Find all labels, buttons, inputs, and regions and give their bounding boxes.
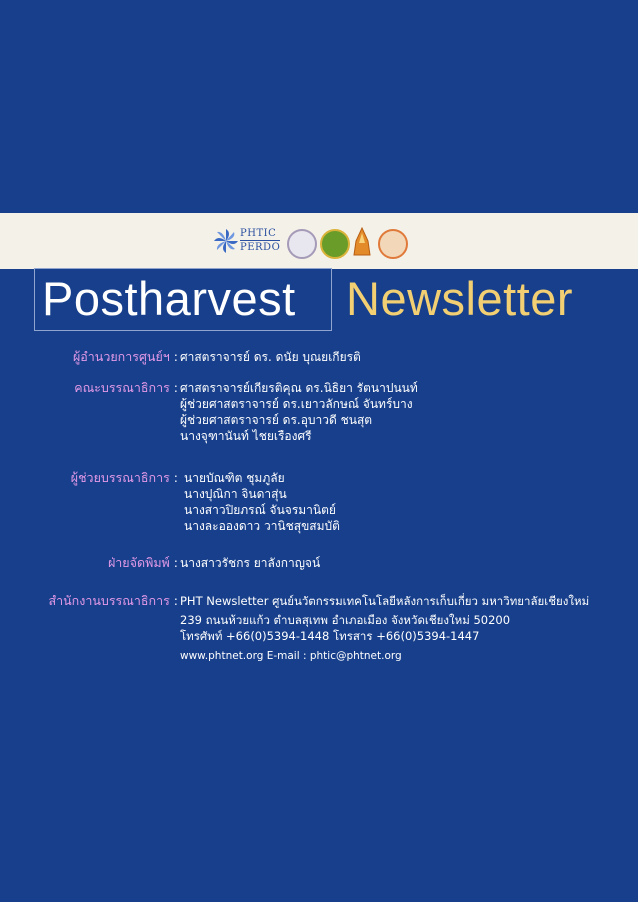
assistant-editor-member: นางละอองดาว วานิชสุขสมบัติ xyxy=(184,519,340,533)
title-postharvest: Postharvest xyxy=(42,272,296,325)
assistant-editor-member: นางปุณิกา จินดาสุ่น xyxy=(184,487,287,501)
office-address: 239 ถนนห้วยแก้ว ตำบลสุเทพ อำเภอเมือง จังหวัดเชียงใหม่ 50200 xyxy=(180,613,511,627)
assistant-editor-member: นางสาวปิยภรณ์ จันจรมานิตย์ xyxy=(184,503,336,517)
office-web-email: www.phtnet.org E-mail : phtic@phtnet.org xyxy=(180,650,402,662)
editorial-office-label-text: สำนักงานบรรณาธิการ xyxy=(48,593,170,608)
director-label-text: ผู้อำนวยการศูนย์ฯ xyxy=(72,349,170,364)
logo-band xyxy=(0,213,638,269)
perdo-logo-text: PERDO xyxy=(240,242,281,253)
editorial-board-label: คณะบรรณาธิการ : xyxy=(74,380,178,395)
agency-seal-icon xyxy=(320,229,350,259)
editorial-board-member: ศาสตราจารย์เกียรติคุณ ดร.นิธิยา รัตนาปนนท์ xyxy=(180,381,418,395)
printing-name: นางสาวรัชกร ยาลังกาญจน์ xyxy=(180,556,321,570)
phtic-logo-text: PHTIC xyxy=(240,228,277,239)
title-newsletter: Newsletter xyxy=(346,272,574,325)
printing-label-text: ฝ่ายจัดพิมพ์ xyxy=(107,555,170,570)
editorial-office-label: สำนักงานบรรณาธิการ : xyxy=(48,593,178,608)
editorial-board-member: ผู้ช่วยศาสตราจารย์ ดร.อุบาวดี ชนสุต xyxy=(180,413,373,427)
institute-seal-icon xyxy=(378,229,408,259)
pinwheel-icon xyxy=(212,227,240,255)
phtic-perdo-logo xyxy=(212,225,282,257)
printing-label: ฝ่ายจัดพิมพ์ : xyxy=(107,555,178,570)
assistant-editors-label: ผู้ช่วยบรรณาธิการ : xyxy=(70,470,178,485)
editorial-board-member: ผู้ช่วยศาสตราจารย์ ดร.เยาวลักษณ์ จันทร์บาง xyxy=(180,397,413,411)
office-phone: โทรศัพท์ +66(0)5394-1448 โทรสาร +66(0)5394-1447 xyxy=(180,629,480,643)
director-name: ศาสตราจารย์ ดร. ดนัย บุณยเกียรติ xyxy=(180,350,361,364)
assistant-editor-member: นายบัณฑิต ชุมภูลัย xyxy=(184,471,285,485)
assistant-editors-label-text: ผู้ช่วยบรรณาธิการ xyxy=(70,470,170,485)
director-label: ผู้อำนวยการศูนย์ฯ : xyxy=(72,349,178,364)
university-seal-icon xyxy=(287,229,317,259)
editorial-board-label-text: คณะบรรณาธิการ xyxy=(74,380,170,395)
office-line-1: PHT Newsletter ศูนย์นวัตกรรมเทคโนโลยีหลังการเก็บเกี่ยว มหาวิทยาลัยเชียงใหม่ xyxy=(180,594,590,608)
editorial-board-member: นางจุฑานันท์ ไชยเรืองศรี xyxy=(180,429,312,443)
temple-emblem-icon xyxy=(353,227,371,257)
